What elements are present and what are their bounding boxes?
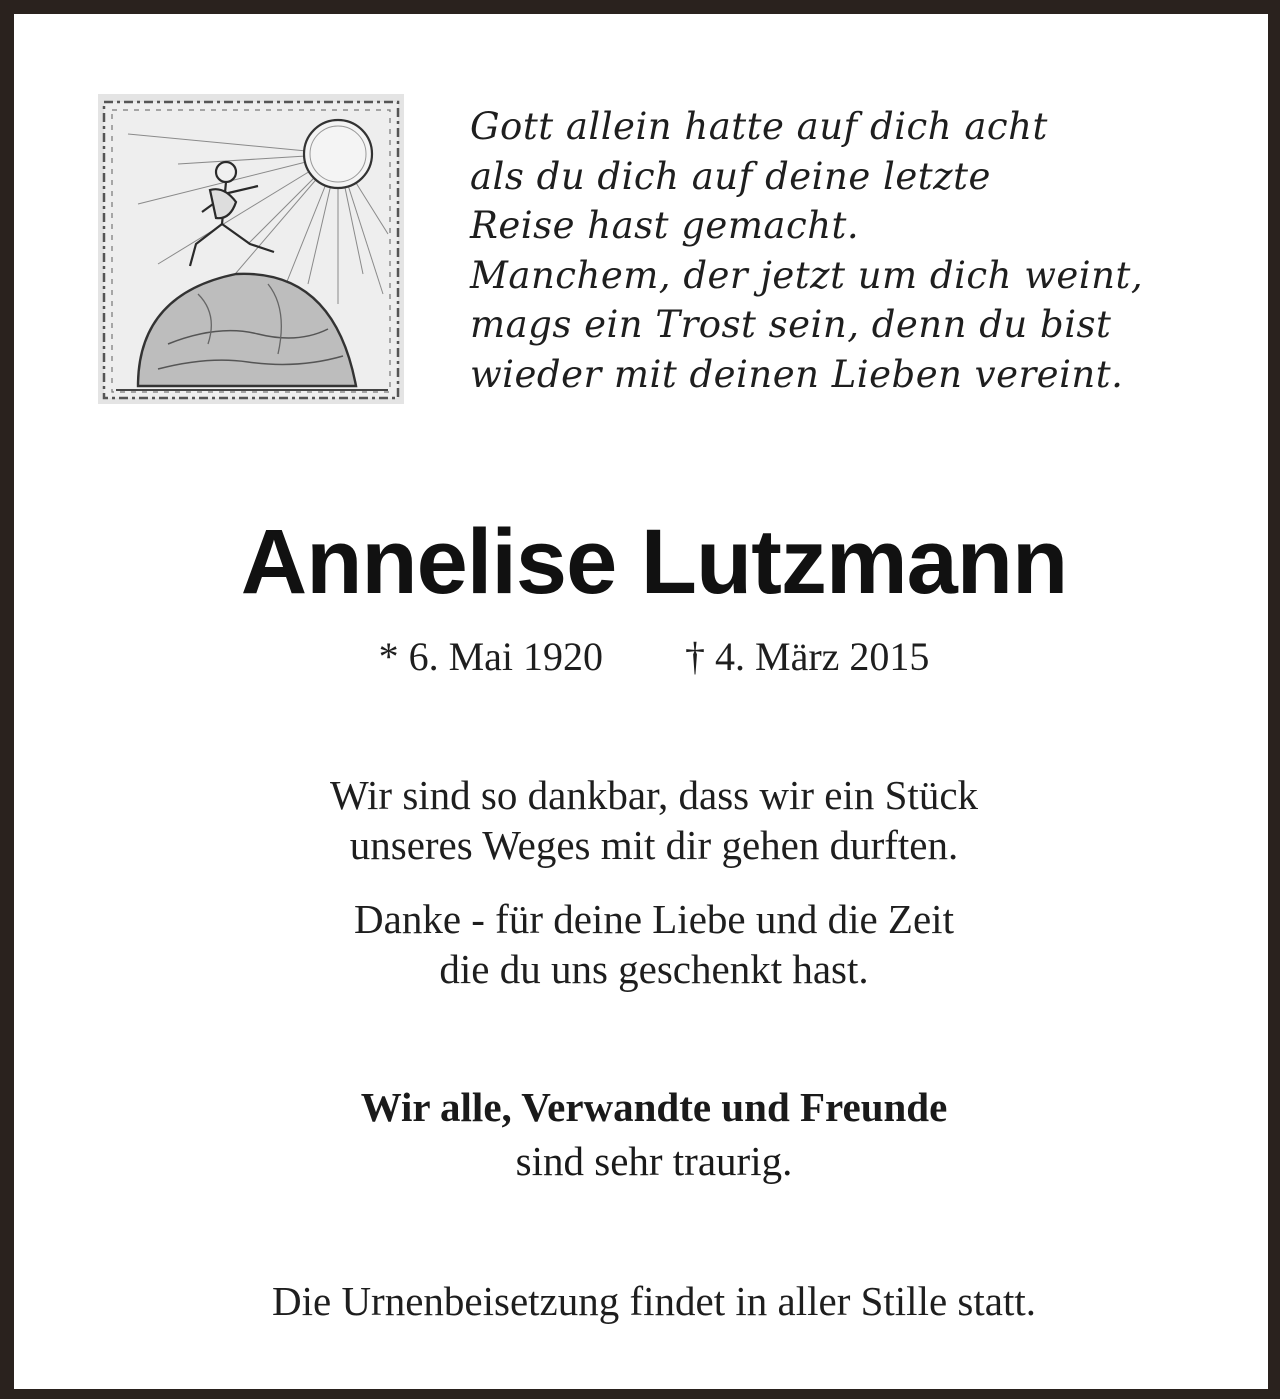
gratitude-line: Danke - für deine Liebe und die Zeit	[354, 896, 954, 942]
poem-line: Reise hast gemacht.	[470, 204, 860, 248]
poem-line: als du dich auf deine letzte	[470, 154, 991, 198]
mourners-sentiment: sind sehr traurig.	[515, 1138, 793, 1184]
child-on-globe-illustration	[98, 94, 404, 404]
life-dates	[14, 632, 1280, 682]
birth-date: * 6. Mai 1920	[378, 634, 604, 679]
poem-line: mags ein Trost sein, denn du bist	[470, 303, 1112, 347]
funeral-note: Die Urnenbeisetzung findet in aller Stille statt.	[272, 1278, 1036, 1324]
poem-line: wieder mit deinen Lieben vereint.	[470, 352, 1124, 396]
gratitude-line: unseres Weges mit dir gehen durften.	[349, 822, 959, 868]
poem-verse	[470, 102, 1250, 400]
illustration-sketch	[98, 94, 404, 404]
gratitude-text	[14, 770, 1280, 1018]
mourners-signoff	[14, 1080, 1280, 1188]
gratitude-line: die du uns geschenkt hast.	[439, 946, 869, 992]
gratitude-paragraph	[14, 894, 1280, 994]
mourners-names: Wir alle, Verwandte und Freunde	[360, 1084, 948, 1130]
gratitude-paragraph	[14, 770, 1280, 870]
deceased-name: Annelise Lutzmann	[240, 511, 1068, 613]
poem-line: Gott allein hatte auf dich acht	[470, 105, 1048, 148]
gratitude-line: Wir sind so dankbar, dass wir ein Stück	[329, 772, 979, 818]
death-date: † 4. März 2015	[685, 634, 930, 679]
poem-line: Manchem, der jetzt um dich weint,	[470, 253, 1144, 297]
